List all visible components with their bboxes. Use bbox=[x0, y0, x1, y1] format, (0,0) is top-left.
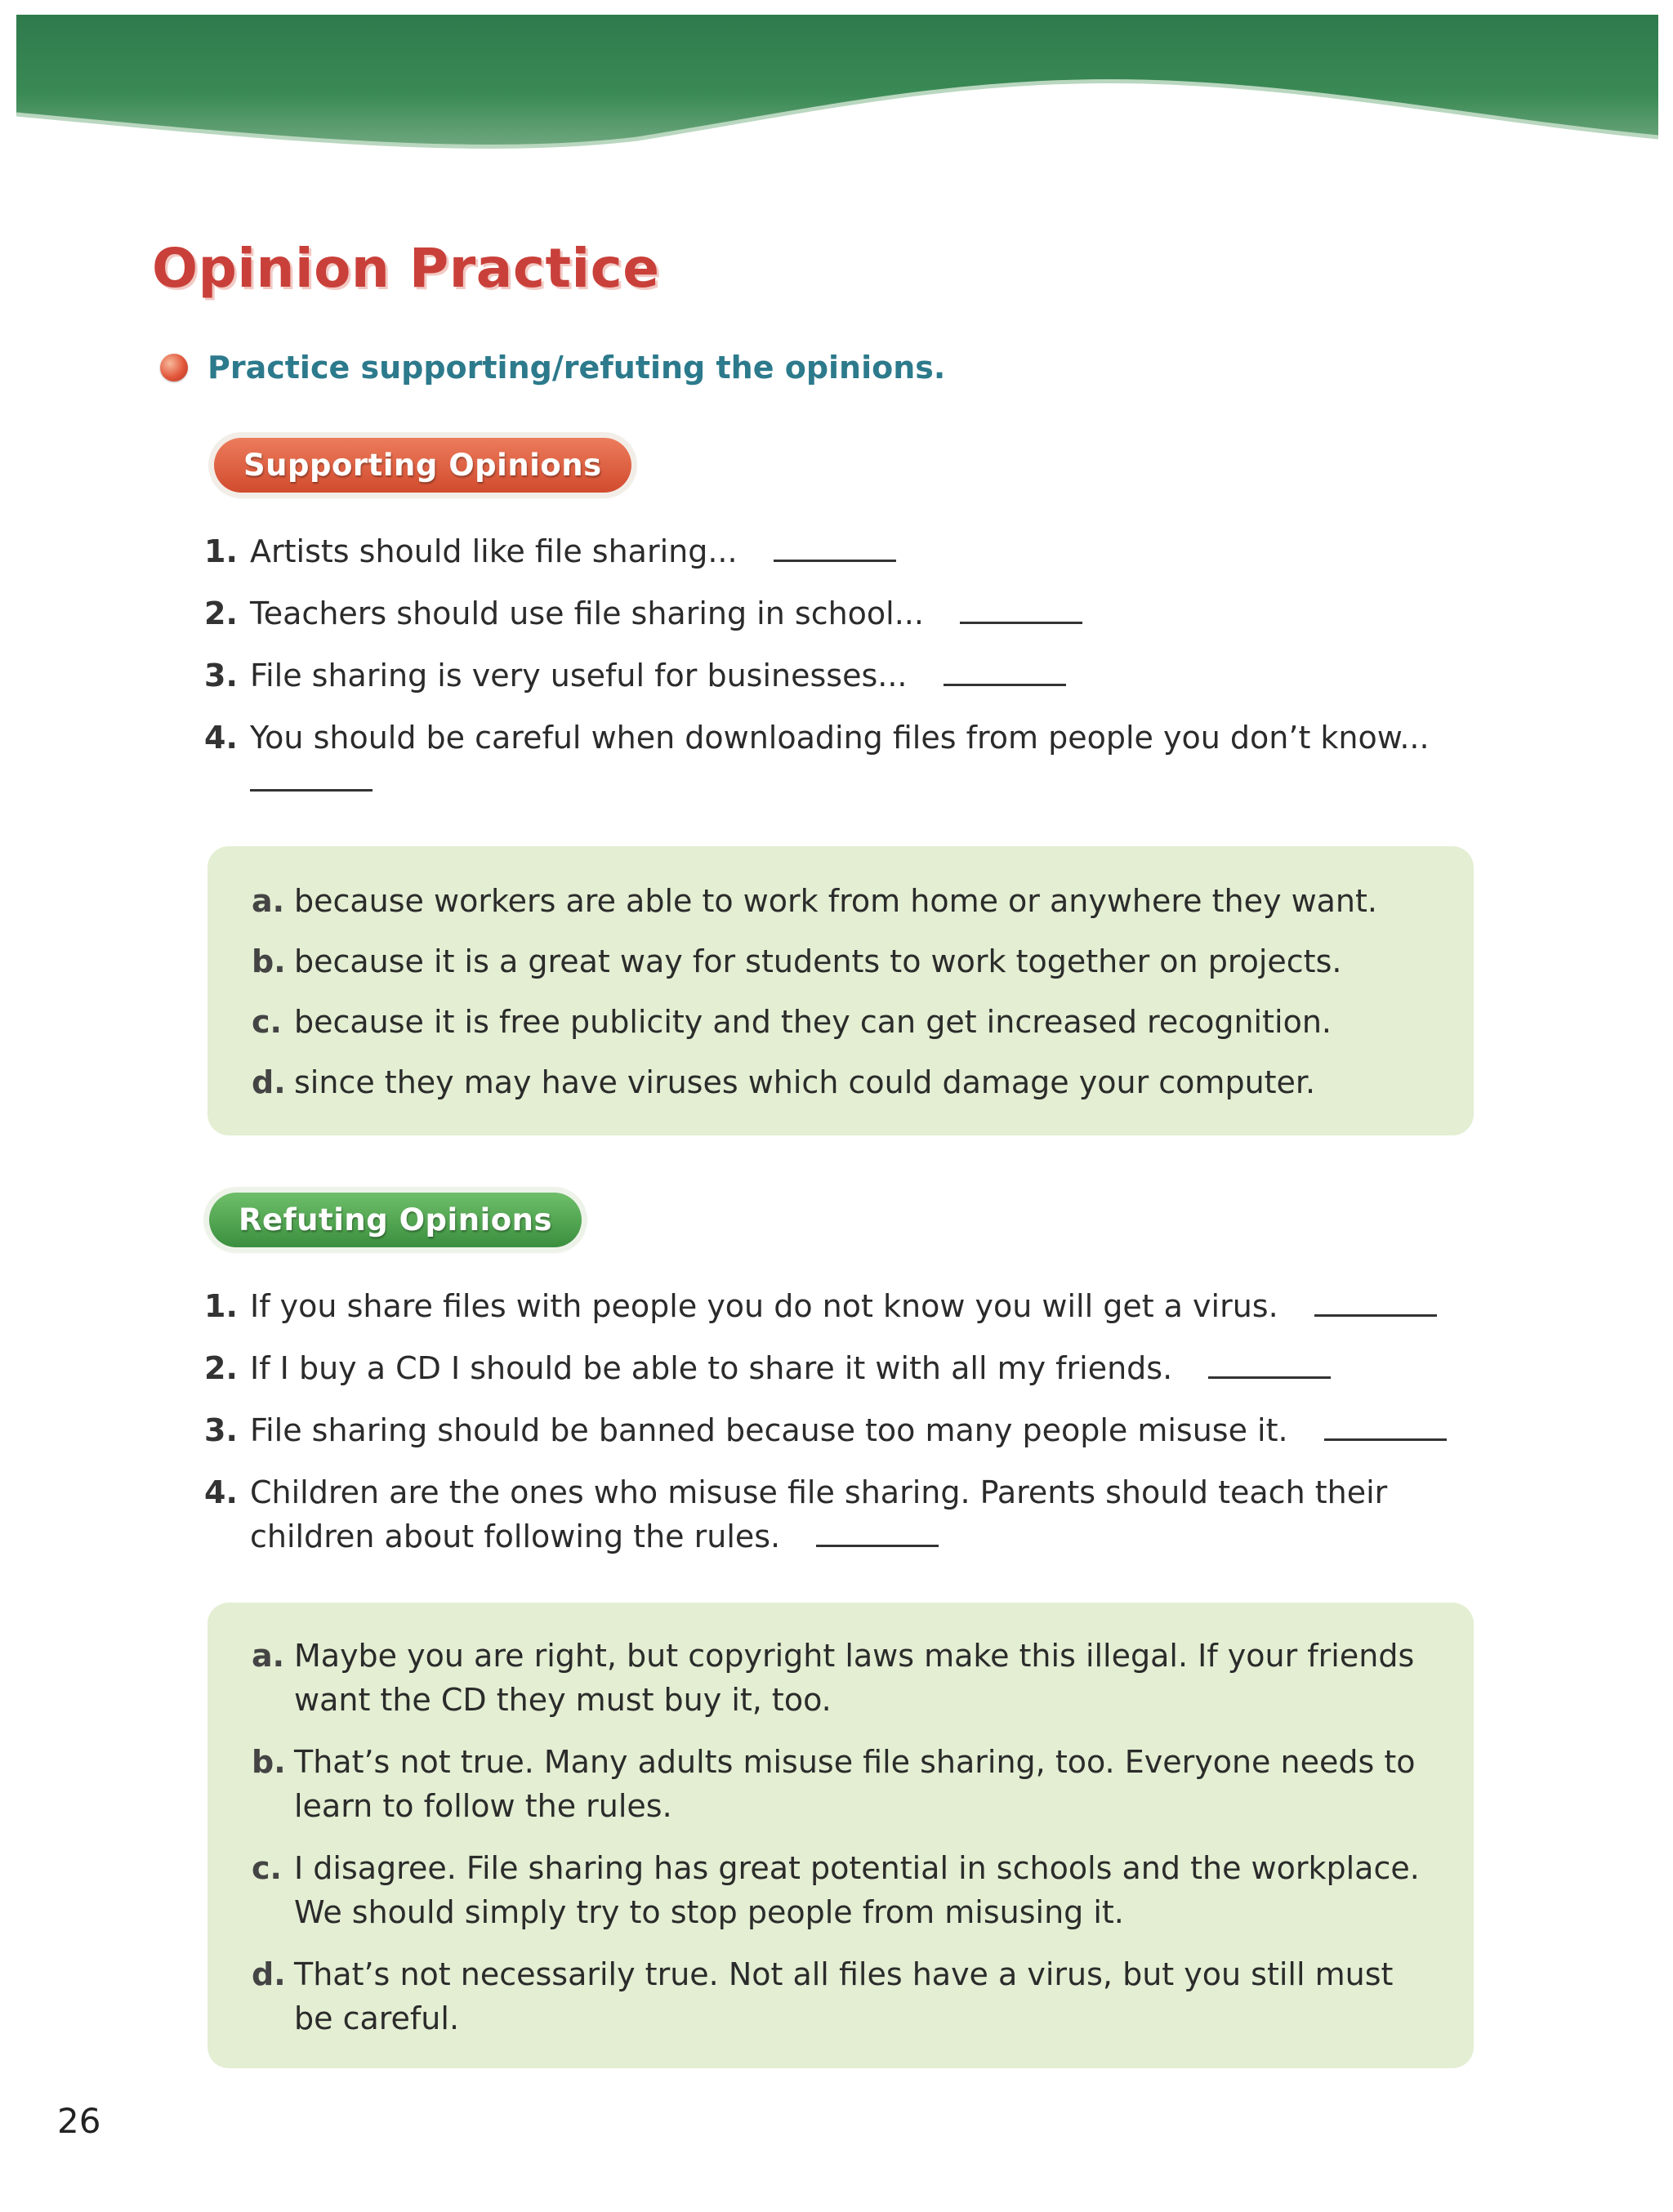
question-number: 1. bbox=[204, 533, 238, 569]
question-text: File sharing is very useful for businesses... bbox=[250, 658, 908, 693]
question-number: 1. bbox=[204, 1288, 238, 1324]
answer-letter: d. bbox=[252, 1064, 286, 1100]
question-number: 4. bbox=[204, 1474, 238, 1510]
answer-blank[interactable] bbox=[1324, 1414, 1447, 1441]
question-text: Artists should like file sharing... bbox=[250, 533, 738, 569]
refuting-opinions-label: Refuting Opinions bbox=[209, 1193, 582, 1247]
bullet-icon bbox=[160, 354, 188, 381]
answer-letter: b. bbox=[252, 943, 286, 979]
answer-letter: c. bbox=[252, 1004, 282, 1040]
list-item bbox=[204, 653, 1479, 698]
refuting-questions bbox=[204, 1284, 1479, 1576]
answer-letter: d. bbox=[252, 1956, 286, 1992]
header-band bbox=[16, 15, 1658, 154]
supporting-questions bbox=[204, 529, 1479, 809]
list-item bbox=[204, 529, 1479, 573]
answer-text: since they may have viruses which could damage your computer. bbox=[294, 1064, 1316, 1100]
refuting-answers bbox=[252, 1634, 1425, 2040]
list-item bbox=[204, 1284, 1479, 1328]
supporting-opinions-label: Supporting Opinions bbox=[214, 438, 631, 493]
answer-text: because workers are able to work from home or anywhere they want. bbox=[294, 883, 1377, 919]
answer-letter: c. bbox=[252, 1850, 282, 1886]
answer-blank[interactable] bbox=[816, 1520, 939, 1547]
list-item bbox=[252, 939, 1425, 983]
page-number: 26 bbox=[57, 2101, 101, 2141]
list-item bbox=[204, 1346, 1479, 1390]
answer-text: That’s not true. Many adults misuse file sharing, too. Everyone needs to learn to follow the rules. bbox=[294, 1744, 1416, 1824]
list-item bbox=[252, 1846, 1425, 1934]
question-number: 3. bbox=[204, 1412, 238, 1448]
supporting-answers-box bbox=[207, 846, 1474, 1135]
list-item bbox=[252, 879, 1425, 923]
list-item bbox=[252, 1634, 1425, 1722]
question-text: Children are the ones who misuse file sharing. Parents should teach their children about following the rules. bbox=[250, 1474, 1388, 1554]
answer-letter: a. bbox=[252, 1638, 285, 1674]
question-number: 2. bbox=[204, 1350, 238, 1386]
answer-letter: a. bbox=[252, 883, 285, 919]
list-item bbox=[204, 1470, 1479, 1559]
answer-letter: b. bbox=[252, 1744, 286, 1780]
answer-blank[interactable] bbox=[250, 765, 373, 792]
list-item bbox=[252, 1740, 1425, 1828]
answer-blank[interactable] bbox=[944, 659, 1066, 686]
answer-blank[interactable] bbox=[1314, 1290, 1437, 1317]
question-text: Teachers should use file sharing in school... bbox=[250, 595, 924, 631]
answer-blank[interactable] bbox=[1208, 1352, 1331, 1379]
question-text: If I buy a CD I should be able to share it with all my friends. bbox=[250, 1350, 1173, 1386]
list-item bbox=[204, 716, 1479, 792]
answer-text: I disagree. File sharing has great potential in schools and the workplace. We should simply try to stop people from misusing it. bbox=[294, 1850, 1420, 1930]
page-title: Opinion Practice bbox=[152, 237, 660, 300]
question-number: 3. bbox=[204, 658, 238, 693]
list-item bbox=[252, 1000, 1425, 1044]
list-item bbox=[204, 591, 1479, 636]
question-number: 4. bbox=[204, 720, 238, 756]
supporting-answers bbox=[252, 879, 1425, 1104]
question-number: 2. bbox=[204, 595, 238, 631]
list-item bbox=[252, 1952, 1425, 2040]
answer-blank[interactable] bbox=[774, 535, 896, 562]
instruction-text: Practice supporting/refuting the opinions. bbox=[207, 350, 946, 386]
question-text: You should be careful when downloading files from people you don’t know... bbox=[250, 720, 1430, 756]
question-text: File sharing should be banned because too many people misuse it. bbox=[250, 1412, 1288, 1448]
list-item bbox=[204, 1408, 1479, 1452]
question-text: If you share files with people you do not know you will get a virus. bbox=[250, 1288, 1278, 1324]
list-item bbox=[252, 1060, 1425, 1104]
answer-text: Maybe you are right, but copyright laws make this illegal. If your friends want the CD they must buy it, too. bbox=[294, 1638, 1415, 1718]
answer-text: That’s not necessarily true. Not all files have a virus, but you still must be careful. bbox=[294, 1956, 1394, 2036]
instruction bbox=[160, 350, 945, 386]
refuting-answers-box bbox=[207, 1603, 1474, 2068]
answer-text: because it is a great way for students to work together on projects. bbox=[294, 943, 1342, 979]
answer-blank[interactable] bbox=[960, 597, 1082, 624]
answer-text: because it is free publicity and they can get increased recognition. bbox=[294, 1004, 1332, 1040]
